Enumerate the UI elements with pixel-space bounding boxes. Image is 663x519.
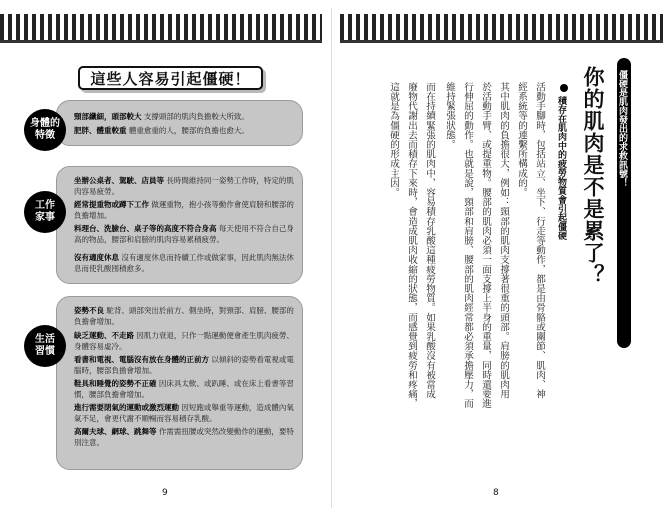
spiral-binding-right: [340, 14, 663, 40]
item-lead: 料理台、洗臉台、桌子等的高度不符合身高: [74, 224, 217, 233]
body-column: 於活動手臂、或提重物。腰部的肌肉必須一面支撐上半身的重量，同時還要進: [480, 82, 491, 409]
left-page-title: 這些人容易引起僵硬！: [78, 66, 263, 90]
list-item: [74, 223, 300, 245]
binding-line-left: [0, 40, 322, 43]
body-column: 而在持續緊張的肌肉中，容易積存乳酸這種疲勞物質。如果乳酸沒有被當成: [424, 82, 435, 399]
list-item: [74, 354, 300, 376]
body-column: 行伸屈的動作。也就是說，頸部和肩膀、腰部的肌肉經常都必須承擔壓力，而: [462, 82, 473, 409]
bullet-icon: [560, 84, 568, 92]
item-lead: 經常提重物或蹲下工作: [74, 200, 149, 209]
item-text: 支撐頭部的肌肉負擔較大所致。: [143, 112, 249, 121]
sidebar-label: 僵硬是肌肉發出的求救訊號！: [617, 70, 627, 187]
badge-work-housework: [24, 191, 66, 233]
badge-line: 生活: [35, 334, 55, 345]
badge-line: 工作: [35, 200, 55, 211]
badge-line: 習慣: [35, 346, 55, 357]
item-text: 因肌力衰退，只作一點運動便會產生肌肉疲勞、身體容易虛冷。: [74, 331, 294, 351]
item-text: 因短跑或舉重等運動，造成體內氧氣不足，會更代謝不順暢而容易積存乳酸。: [74, 403, 294, 423]
item-text: 沒有適度休息而持續工作或做家事，因此肌肉無法休息而使乳酸囤積愈多。: [74, 253, 294, 273]
left-title-box: [78, 66, 263, 90]
badge-body-features: [24, 109, 66, 151]
item-lead: 缺乏運動、不走路: [74, 331, 134, 340]
item-lead: 坐辦公桌者、駕駛、店員等: [74, 176, 164, 185]
item-lead: 鞋具和睡覺的姿勢不正確: [74, 379, 157, 388]
page-number-left: 9: [162, 488, 168, 498]
badge-line: 特徵: [35, 130, 55, 141]
item-text: 以傾斜的姿勢看電視或電腦時，腰部負擔會增加。: [74, 355, 294, 375]
badge-line: 家事: [35, 212, 55, 223]
list-item: [74, 402, 300, 424]
item-text: 每天使用不符合自己身高的物品，腰部和肩膀的肌肉容易累積疲勞。: [74, 224, 294, 244]
body-column: 維持緊張狀態。: [444, 82, 455, 150]
list-item: [74, 111, 300, 122]
item-lead: 進行需要閉氣的運動或激烈運動: [74, 403, 179, 412]
page-gutter: [331, 8, 332, 508]
item-text: 體重愈重的人，腰部的負擔也愈大。: [128, 126, 249, 135]
list-item: [74, 305, 300, 327]
body-column: 活動手腳時，包括站立、坐下、行走等動作，都是由骨骼或關節、肌肉、神: [534, 82, 545, 399]
body-column: 廢物代謝出去而積存下來時，會造成肌肉收縮的狀態，而感覺到疲勞和疼痛，: [406, 82, 417, 409]
item-text: 做運重物，抱小孩等動作會使肩膀和腰部的負擔增加。: [74, 200, 294, 220]
section-subtitle: 積存在肌肉中的疲勞物質會引起僵硬: [556, 96, 566, 240]
list-item: [74, 426, 300, 448]
spiral-binding-left: [0, 14, 322, 40]
body-column: 這就是為僵硬的形成主因。: [388, 82, 399, 198]
body-column: 經系統等的連繫所構成的。: [516, 82, 527, 198]
panel-work-housework: [56, 166, 303, 284]
item-text: 作需需扭腰或突然改變動作的運動，要特別注意。: [74, 427, 294, 447]
item-text: 因床具太軟、或趴睡、或在床上看書等習慣，腰部負擔會增加。: [74, 379, 294, 399]
panel-body-features: [56, 100, 303, 146]
item-lead: 看書和電視、電腦沒有放在身體的正前方: [74, 355, 209, 364]
badge-lifestyle: [24, 325, 66, 367]
item-lead: 高爾夫球、網球、跳舞等: [74, 427, 157, 436]
body-column: 其中肌肉的負擔很大，例如：頸部的肌肉支撐著很重的頭部。肩膀的肌肉用: [498, 82, 509, 399]
panel-lifestyle: [56, 296, 303, 470]
item-text: 駝背、頭部突出於前方、側坐時，對頸部、肩膀、腰部的負擔會增加。: [74, 306, 294, 326]
list-item: [74, 378, 300, 400]
list-item: [74, 330, 300, 352]
list-item: [74, 125, 300, 136]
list-item: [74, 175, 300, 197]
list-item: [74, 252, 300, 274]
item-lead: 沒有適度休息: [74, 253, 119, 262]
item-lead: 頸部纖細，頭部較大: [74, 112, 142, 121]
item-lead: 姿勢不良: [74, 306, 104, 315]
item-text: 長時間維持同一姿勢工作時，特定的肌肉容易疲勞。: [74, 176, 294, 196]
binding-line-right: [340, 40, 663, 43]
right-page-title: 你的肌肉是不是累了？: [581, 66, 605, 286]
page-number-right: 8: [493, 488, 499, 498]
list-item: [74, 199, 300, 221]
item-lead: 肥胖、體重較重: [74, 126, 127, 135]
badge-line: 身體的: [30, 118, 60, 129]
